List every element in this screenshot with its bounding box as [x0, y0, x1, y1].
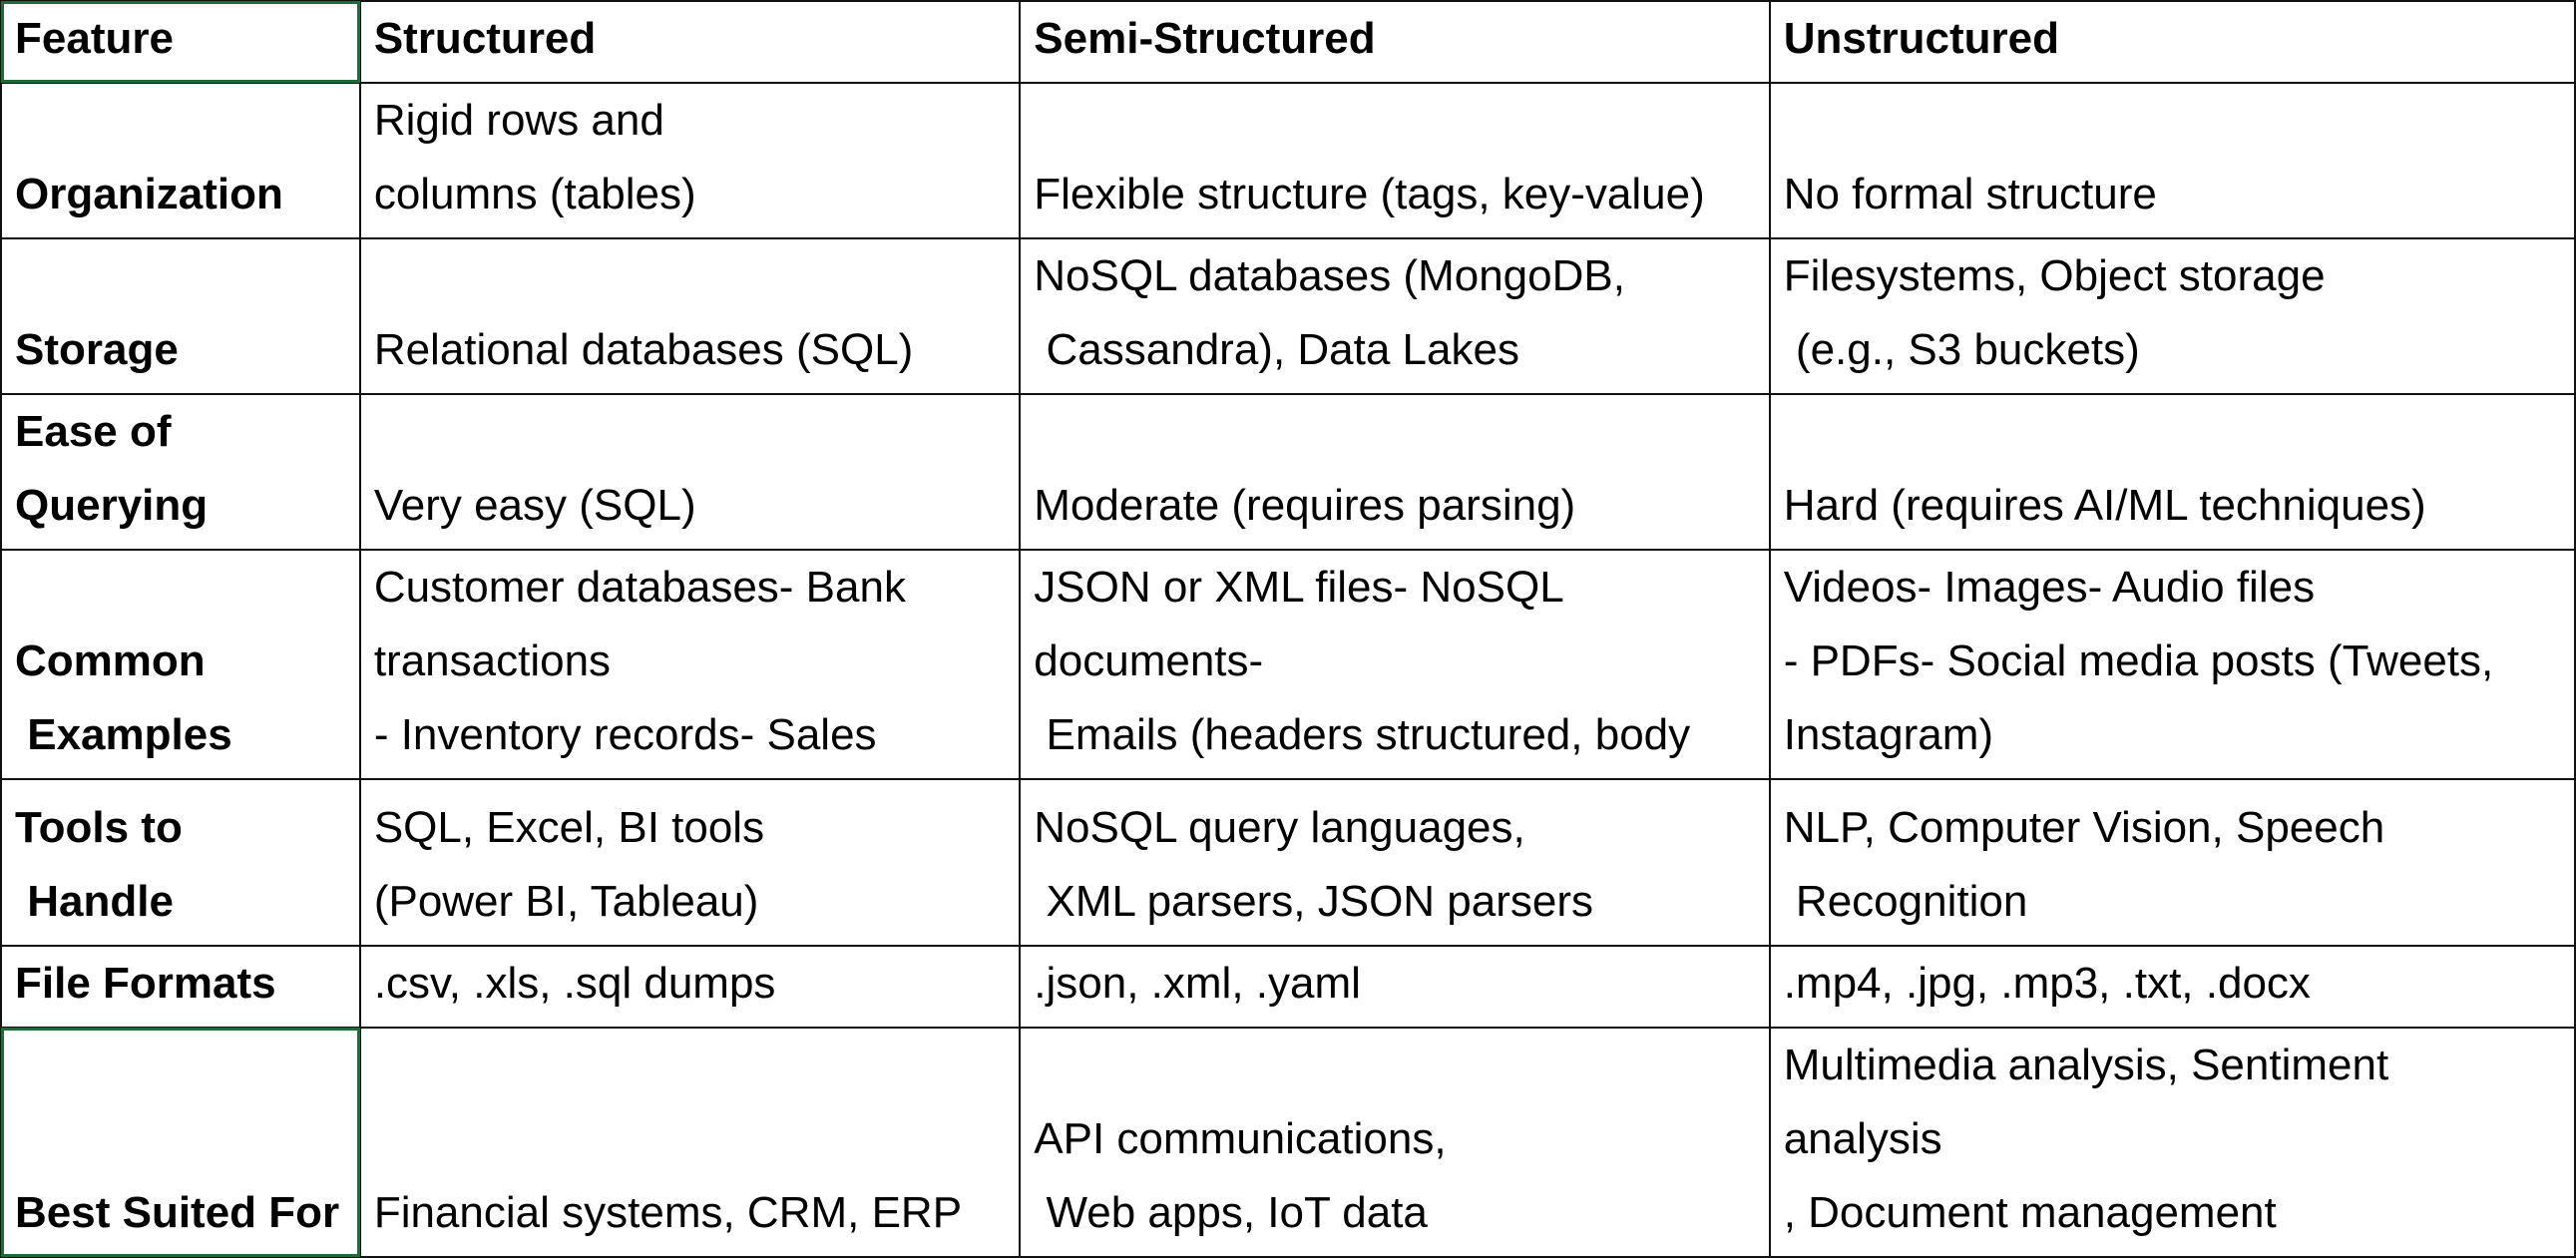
unstructured-cell[interactable]: Videos- Images- Audio files - PDFs- Social media posts (Tweets, Instagram): [1770, 550, 2575, 779]
table-row: [1, 946, 2575, 1028]
feature-cell[interactable]: Organization: [1, 83, 360, 238]
semi-structured-cell[interactable]: Flexible structure (tags, key-value): [1020, 83, 1769, 238]
table-row: [1, 394, 2575, 550]
semi-structured-cell[interactable]: .json, .xml, .yaml: [1020, 946, 1769, 1028]
unstructured-cell[interactable]: NLP, Computer Vision, Speech Recognition: [1770, 779, 2575, 946]
unstructured-cell[interactable]: .mp4, .jpg, .mp3, .txt, .docx: [1770, 946, 2575, 1028]
table-row: [1, 238, 2575, 394]
structured-cell[interactable]: .csv, .xls, .sql dumps: [360, 946, 1020, 1028]
table-row: [1, 779, 2575, 946]
table-row: [1, 550, 2575, 779]
structured-cell[interactable]: Very easy (SQL): [360, 394, 1020, 550]
semi-structured-cell[interactable]: JSON or XML files- NoSQL documents- Emails (headers structured, body: [1020, 550, 1769, 779]
semi-structured-cell[interactable]: NoSQL query languages, XML parsers, JSON parsers: [1020, 779, 1769, 946]
header-cell-feature[interactable]: Feature: [1, 1, 360, 83]
table-row: [1, 83, 2575, 238]
header-cell-semi-structured[interactable]: Semi-Structured: [1020, 1, 1769, 83]
unstructured-cell[interactable]: No formal structure: [1770, 83, 2575, 238]
structured-cell[interactable]: Financial systems, CRM, ERP: [360, 1028, 1020, 1257]
header-cell-unstructured[interactable]: Unstructured: [1770, 1, 2575, 83]
unstructured-cell[interactable]: Hard (requires AI/ML techniques): [1770, 394, 2575, 550]
header-cell-structured[interactable]: Structured: [360, 1, 1020, 83]
feature-cell[interactable]: Common Examples: [1, 550, 360, 779]
structured-cell[interactable]: SQL, Excel, BI tools (Power BI, Tableau): [360, 779, 1020, 946]
unstructured-cell[interactable]: Filesystems, Object storage (e.g., S3 buckets): [1770, 238, 2575, 394]
semi-structured-cell[interactable]: API communications, Web apps, IoT data: [1020, 1028, 1769, 1257]
structured-cell[interactable]: Relational databases (SQL): [360, 238, 1020, 394]
semi-structured-cell[interactable]: NoSQL databases (MongoDB, Cassandra), Data Lakes: [1020, 238, 1769, 394]
feature-cell[interactable]: Tools to Handle: [1, 779, 360, 946]
table-row: [1, 1028, 2575, 1257]
feature-cell[interactable]: File Formats: [1, 946, 360, 1028]
feature-cell[interactable]: Storage: [1, 238, 360, 394]
semi-structured-cell[interactable]: Moderate (requires parsing): [1020, 394, 1769, 550]
header-row: [1, 1, 2575, 83]
unstructured-cell[interactable]: Multimedia analysis, Sentiment analysis , Document management: [1770, 1028, 2575, 1257]
feature-cell[interactable]: Best Suited For: [1, 1028, 360, 1257]
structured-cell[interactable]: Customer databases- Bank transactions - Inventory records- Sales: [360, 550, 1020, 779]
structured-cell[interactable]: Rigid rows and columns (tables): [360, 83, 1020, 238]
feature-cell[interactable]: Ease of Querying: [1, 394, 360, 550]
